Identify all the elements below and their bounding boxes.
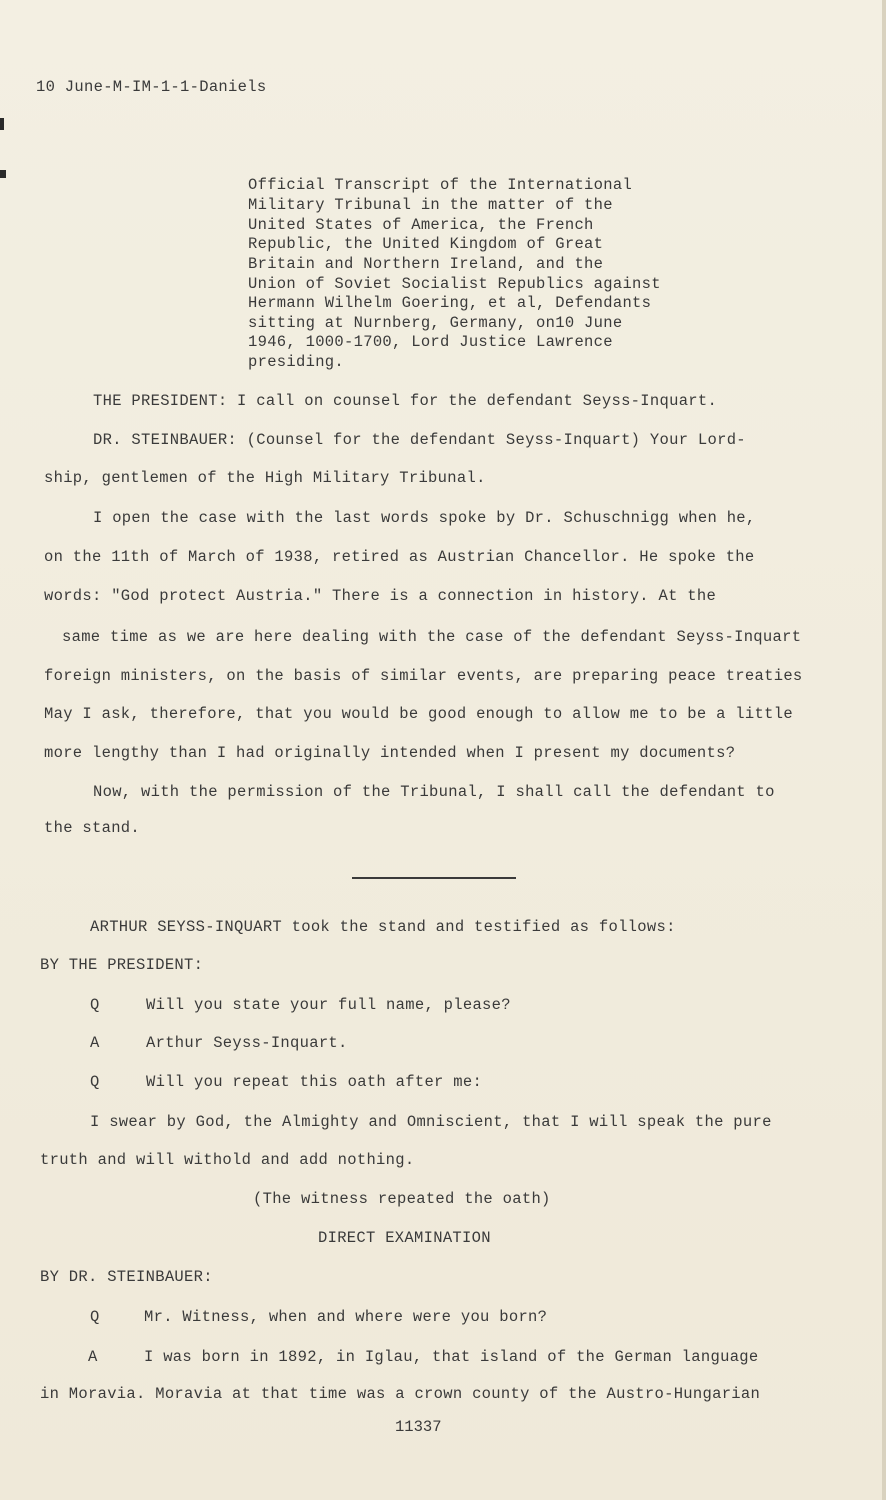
body-line: in Moravia. Moravia at that time was a crown county of the Austro-Hungarian: [40, 1385, 761, 1403]
qa-text: Will you state your full name, please?: [146, 996, 511, 1014]
qa-label: A: [90, 1034, 100, 1052]
body-line: THE PRESIDENT: I call on counsel for the defendant Seyss-Inquart.: [93, 392, 718, 410]
body-line: same time as we are here dealing with the case of the defendant Seyss-Inquart: [62, 628, 802, 646]
body-line: DR. STEINBAUER: (Counsel for the defendant Seyss-Inquart) Your Lord-: [93, 431, 746, 449]
caption-line: Union of Soviet Socialist Republics against: [248, 275, 661, 293]
qa-label: Q: [90, 996, 100, 1014]
body-line: I open the case with the last words spoke by Dr. Schuschnigg when he,: [93, 509, 756, 527]
body-line: more lengthy than I had originally intended when I present my documents?: [44, 744, 736, 762]
examiner-heading: BY THE PRESIDENT:: [40, 956, 204, 974]
body-line: Now, with the permission of the Tribunal, I shall call the defendant to: [93, 783, 775, 801]
page-edge: [882, 0, 886, 1500]
body-line: words: "God protect Austria." There is a connection in history. At the: [44, 587, 717, 605]
caption-line: sitting at Nurnberg, Germany, on10 June: [248, 314, 623, 332]
section-heading: DIRECT EXAMINATION: [318, 1229, 491, 1247]
section-divider: [352, 877, 516, 879]
caption-line: 1946, 1000-1700, Lord Justice Lawrence: [248, 333, 613, 351]
qa-label: A: [88, 1348, 98, 1366]
margin-mark: [0, 170, 6, 178]
caption-line: Britain and Northern Ireland, and the: [248, 255, 604, 273]
caption-line: Military Tribunal in the matter of the: [248, 196, 613, 214]
body-line: the stand.: [44, 819, 141, 837]
body-line: foreign ministers, on the basis of similar events, are preparing peace treaties: [44, 667, 803, 685]
qa-text: Will you repeat this oath after me:: [146, 1073, 483, 1091]
body-line: on the 11th of March of 1938, retired as Austrian Chancellor. He spoke the: [44, 548, 755, 566]
qa-text: I was born in 1892, in Iglau, that island of the German language: [144, 1348, 759, 1366]
caption-line: presiding.: [248, 353, 345, 371]
margin-mark: [0, 118, 4, 130]
caption-line: United States of America, the French: [248, 216, 594, 234]
oath-text: I swear by God, the Almighty and Omniscient, that I will speak the pure: [90, 1113, 772, 1131]
qa-text: Arthur Seyss-Inquart.: [146, 1034, 348, 1052]
oath-text: truth and will withold and add nothing.: [40, 1151, 415, 1169]
caption-line: Republic, the United Kingdom of Great: [248, 235, 604, 253]
body-line: May I ask, therefore, that you would be good enough to allow me to be a little: [44, 705, 793, 723]
body-line: ship, gentlemen of the High Military Tribunal.: [44, 469, 486, 487]
header-reference: 10 June-M-IM-1-1-Daniels: [36, 78, 267, 96]
qa-label: Q: [90, 1308, 100, 1326]
qa-text: Mr. Witness, when and where were you born?: [144, 1308, 548, 1326]
examiner-heading: BY DR. STEINBAUER:: [40, 1268, 213, 1286]
caption-line: Hermann Wilhelm Goering, et al, Defendants: [248, 294, 652, 312]
qa-label: Q: [90, 1073, 100, 1091]
caption-line: Official Transcript of the International: [248, 176, 633, 194]
witness-intro: ARTHUR SEYSS-INQUART took the stand and testified as follows:: [90, 918, 676, 936]
stage-note: (The witness repeated the oath): [253, 1190, 551, 1208]
page-number: 11337: [395, 1418, 442, 1436]
